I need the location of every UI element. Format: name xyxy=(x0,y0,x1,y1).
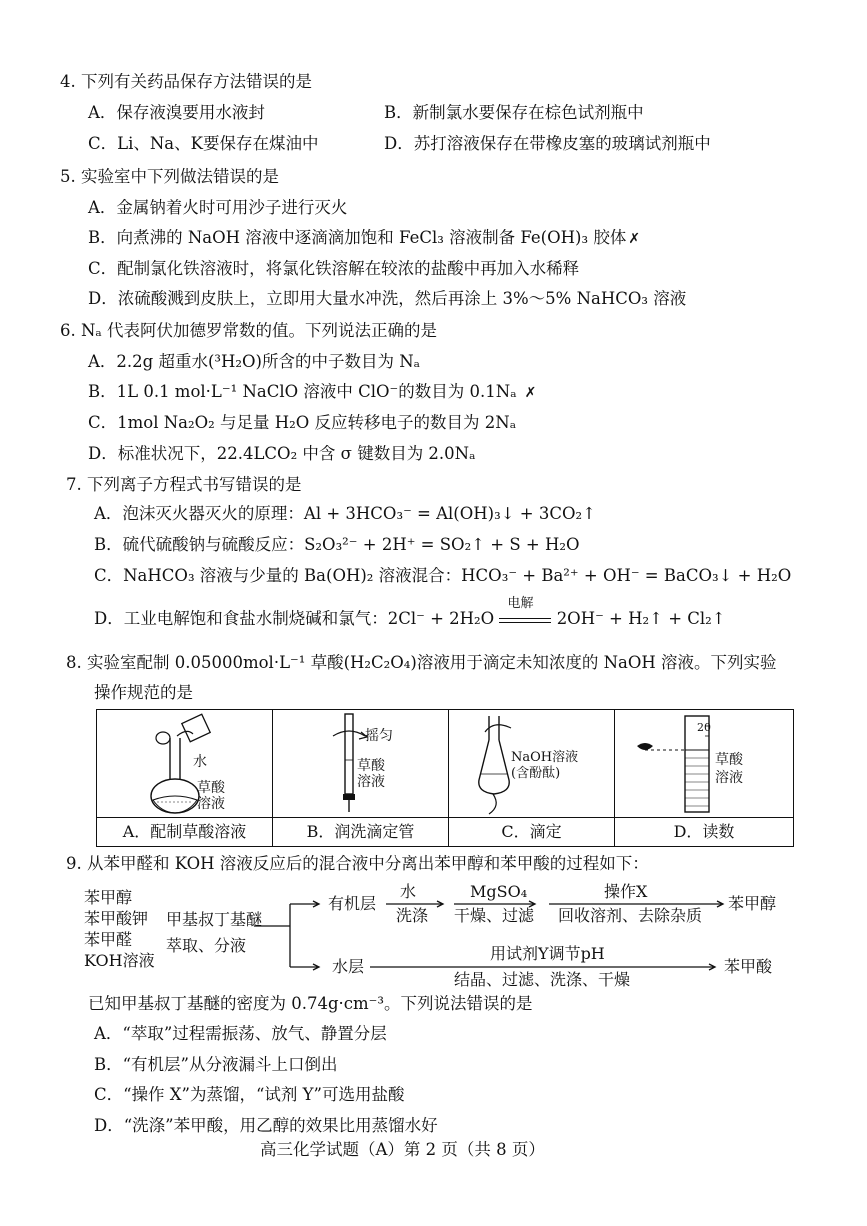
q7-option-d-lhs: D．工业电解饱和食盐水制烧碱和氯气：2Cl⁻ + 2H₂O xyxy=(94,609,495,628)
caption-b: B．润洗滴定管 xyxy=(273,817,448,846)
wash-step-label: 洗涤 xyxy=(396,906,429,925)
label-water: 水 xyxy=(193,754,207,770)
cell-rinse-burette xyxy=(273,710,449,846)
q7-option-d xyxy=(94,595,726,631)
product-benzyl-alcohol: 苯甲醇 xyxy=(728,894,777,913)
q9-stem: 9. 从苯甲醛和 KOH 溶液反应后的混合液中分离出苯甲醇和苯甲酸的过程如下： xyxy=(66,854,649,873)
cell-titration xyxy=(449,710,615,846)
q4-option-d: D．苏打溶液保存在带橡皮塞的玻璃试剂瓶中 xyxy=(384,134,711,153)
cell-prepare-solution xyxy=(97,710,273,846)
operation-x-label: 操作X xyxy=(604,882,648,901)
q4-stem: 4. 下列有关药品保存方法错误的是 xyxy=(60,72,312,91)
electrolysis-arrow xyxy=(499,595,551,631)
label-with-phenolphthalein: (含酚酞) xyxy=(511,766,561,781)
label-oxalic-acid: 草酸 xyxy=(357,758,385,774)
mixture-potassium-benzoate: 苯甲酸钾 xyxy=(84,909,149,928)
q9-option-b: B．“有机层”从分液漏斗上口倒出 xyxy=(94,1055,338,1074)
crystallize-label: 结晶、过滤、洗涤、干燥 xyxy=(454,970,631,989)
label-shake: 摇匀 xyxy=(365,728,393,744)
q6-option-b xyxy=(88,381,536,404)
q4-option-c: C．Li、Na、K要保存在煤油中 xyxy=(88,134,319,153)
flowchart-lines xyxy=(84,884,784,984)
handwritten-x-mark: ✗ xyxy=(524,385,537,401)
q5-option-c: C．配制氯化铁溶液时，将氯化铁溶解在较浓的盐酸中再加入水稀释 xyxy=(88,259,580,278)
mixture-benzaldehyde: 苯甲醛 xyxy=(84,930,133,949)
q5-option-a: A．金属钠着火时可用沙子进行灭火 xyxy=(88,198,348,217)
q8-stem-cont: 操作规范的是 xyxy=(94,683,193,702)
q7-option-c: C．NaHCO₃ 溶液与少量的 Ba(OH)₂ 溶液混合：HCO₃⁻ + Ba²⁺ + OH⁻ = BaCO₃↓ + H₂O xyxy=(94,566,792,585)
electrolysis-condition: 电解 xyxy=(507,595,534,611)
mixture-benzyl-alcohol: 苯甲醇 xyxy=(84,888,133,907)
q5-stem: 5. 实验室中下列做法错误的是 xyxy=(60,167,279,186)
recover-solvent-label: 回收溶剂、去除杂质 xyxy=(558,906,703,925)
q5-option-b-text: B．向煮沸的 NaOH 溶液中逐滴滴加饱和 FeCl₃ 溶液制备 Fe(OH)₃ 胶体 xyxy=(88,228,627,247)
extraction-solvent: 甲基叔丁基醚 xyxy=(166,910,263,929)
q6-option-c: C．1mol Na₂O₂ 与足量 H₂O 反应转移电子的数目为 2Nₐ xyxy=(88,413,517,432)
q5-option-d: D．浓硫酸溅到皮肤上，立即用大量水冲洗，然后再涂上 3%～5% NaHCO₃ 溶液 xyxy=(88,289,687,308)
q9-option-d: D．“洗涤”苯甲酸，用乙醇的效果比用蒸馏水好 xyxy=(94,1116,438,1135)
q7-option-d-rhs: 2OH⁻ + H₂↑ + Cl₂↑ xyxy=(556,609,726,628)
q8-stem: 8. 实验室配制 0.05000mol·L⁻¹ 草酸(H₂C₂O₄)溶液用于滴定未知浓度的 NaOH 溶液。下列实验 xyxy=(66,653,777,672)
q4-option-b: B．新制氯水要保存在棕色试剂瓶中 xyxy=(384,103,644,122)
q6-stem: 6. Nₐ 代表阿伏加德罗常数的值。下列说法正确的是 xyxy=(60,321,438,340)
label-solution: 溶液 xyxy=(197,796,225,812)
mgso4-label: MgSO₄ xyxy=(470,882,528,901)
q9-note: 已知甲基叔丁基醚的密度为 0.74g·cm⁻³。下列说法错误的是 xyxy=(88,994,533,1013)
q7-option-b: B．硫代硫酸钠与硫酸反应：S₂O₃²⁻ + 2H⁺ = SO₂↑ + S + H₂O xyxy=(94,535,580,554)
adjust-ph-label: 用试剂Y调节pH xyxy=(490,944,605,963)
page-footer: 高三化学试题（A）第 2 页（共 8 页） xyxy=(260,1140,545,1159)
caption-a: A．配制草酸溶液 xyxy=(97,817,272,846)
separation-flowchart xyxy=(84,882,784,989)
q7-option-a: A．泡沫灭火器灭火的原理：Al + 3HCO₃⁻ = Al(OH)₃↓ + 3CO₂↑ xyxy=(94,504,596,523)
caption-d: D．读数 xyxy=(615,817,793,846)
q6-option-d: D．标准状况下，22.4LCO₂ 中含 σ 键数目为 2.0Nₐ xyxy=(88,444,476,463)
q4-option-a: A．保存液溴要用水液封 xyxy=(88,103,265,122)
cell-reading xyxy=(615,710,793,846)
dry-filter-label: 干燥、过滤 xyxy=(454,906,535,925)
wash-water-label: 水 xyxy=(400,882,417,901)
extraction-step: 萃取、分液 xyxy=(166,936,247,955)
label-solution: 溶液 xyxy=(715,770,743,786)
volumetric-flask-drawing xyxy=(97,710,273,818)
q9-option-c: C．“操作 X”为蒸馏，“试剂 Y”可选用盐酸 xyxy=(94,1085,405,1104)
handwritten-x-mark: ✗ xyxy=(628,231,641,247)
organic-layer: 有机层 xyxy=(328,894,377,913)
q6-option-b-text: B．1L 0.1 mol·L⁻¹ NaClO 溶液中 ClO⁻的数目为 0.1Nₐ xyxy=(88,382,517,401)
aqueous-layer: 水层 xyxy=(332,957,365,976)
caption-c: C．滴定 xyxy=(449,817,614,846)
q8-apparatus-table xyxy=(96,709,794,847)
q9-option-a: A．“萃取”过程需振荡、放气、静置分层 xyxy=(94,1024,387,1043)
q6-option-a: A．2.2g 超重水(³H₂O)所含的中子数目为 Nₐ xyxy=(88,352,421,371)
q7-stem: 7. 下列离子方程式书写错误的是 xyxy=(66,475,302,494)
label-solution: 溶液 xyxy=(357,774,385,790)
label-scale-20: 20 xyxy=(697,721,711,734)
label-oxalic-acid: 草酸 xyxy=(715,752,743,768)
label-oxalic-acid: 草酸 xyxy=(197,780,225,796)
product-benzoic-acid: 苯甲酸 xyxy=(724,957,773,976)
q5-option-b xyxy=(88,227,640,250)
mixture-koh-solution: KOH溶液 xyxy=(84,951,155,970)
label-naoh-solution: NaOH溶液 xyxy=(511,750,579,765)
